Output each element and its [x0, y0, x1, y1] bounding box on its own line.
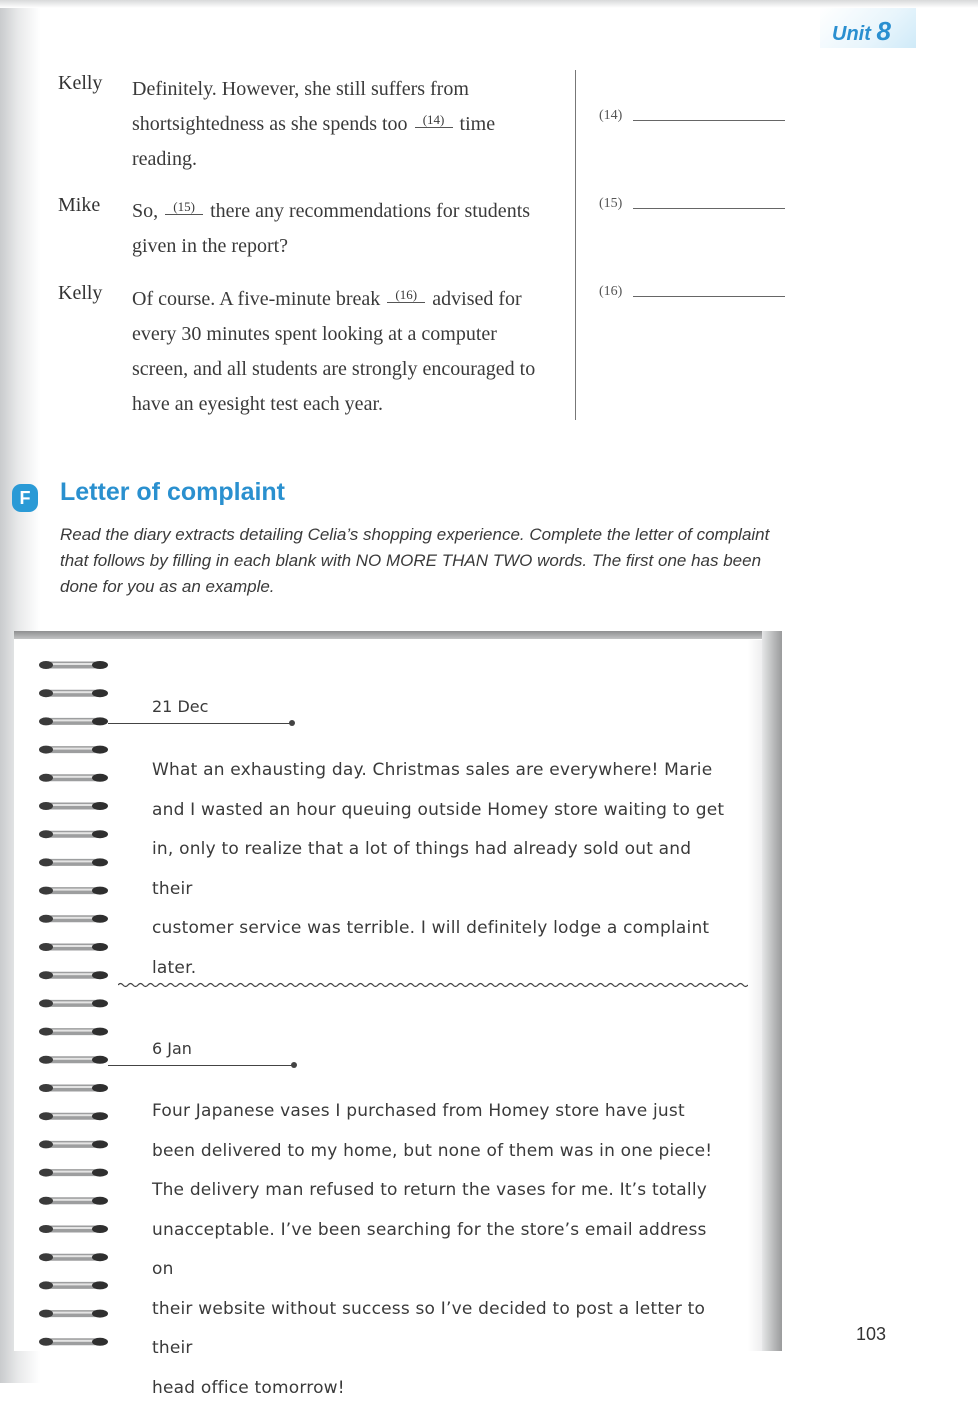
answer-column-divider — [575, 70, 576, 420]
answer-field[interactable] — [599, 196, 789, 216]
speech-after: there any recommendations for students given in the report? — [132, 200, 530, 257]
spiral-ring — [39, 689, 108, 697]
page-top-edge — [0, 0, 978, 8]
diary-entry — [152, 751, 732, 988]
answer-field[interactable] — [599, 284, 789, 304]
spiral-ring — [39, 717, 108, 725]
dialogue-row — [58, 194, 548, 264]
answer-line[interactable] — [633, 120, 785, 121]
answer-number: (15) — [599, 196, 622, 212]
speaker-name: Kelly — [58, 72, 102, 95]
spiral-ring — [39, 746, 108, 754]
speech-before: Of course. A five-minute break — [132, 288, 380, 310]
diary-line: head office tomorrow! — [152, 1369, 732, 1408]
spiral-ring — [39, 1169, 108, 1177]
answer-line[interactable] — [633, 296, 785, 297]
date-underline — [108, 1065, 294, 1066]
spiral-ring — [39, 1281, 108, 1289]
diary-line: Four Japanese vases I purchased from Homey store have just — [152, 1092, 732, 1132]
unit-number: 8 — [876, 16, 890, 46]
spiral-ring — [39, 915, 108, 923]
diary-entry — [152, 1092, 732, 1408]
dialogue-row — [58, 72, 548, 177]
spiral-ring — [39, 1084, 108, 1092]
speech-before: Definitely. However, she still suffers from shortsightedness as she spends too — [132, 78, 469, 135]
spiral-ring — [39, 999, 108, 1007]
dialogue-row — [58, 282, 548, 422]
spiral-ring — [39, 971, 108, 979]
unit-label — [832, 16, 891, 47]
date-underline — [108, 723, 292, 724]
spiral-ring — [39, 887, 108, 895]
notebook-top-edge — [14, 631, 780, 639]
unit-label-text: Unit — [832, 23, 871, 45]
spiral-ring — [39, 1056, 108, 1064]
speech-after: advised for every 30 minutes spent looking at a computer screen, and all students are strongly encouraged to have an eyesight test each year. — [132, 288, 535, 415]
date-underline-dot — [291, 1062, 297, 1068]
spiral-ring — [39, 858, 108, 866]
answer-number: (16) — [599, 284, 622, 300]
section-title: Letter of complaint — [60, 478, 285, 507]
notebook-right-edge — [762, 631, 782, 1351]
notebook-page-curl — [748, 640, 762, 1351]
diary-date: 21 Dec — [152, 697, 208, 716]
speaker-name: Kelly — [58, 282, 102, 305]
section-badge: F — [12, 484, 38, 512]
speaker-name: Mike — [58, 194, 100, 217]
spiral-ring — [39, 1197, 108, 1205]
spiral-ring — [39, 1225, 108, 1233]
answer-number: (14) — [599, 108, 622, 124]
diary-line: unacceptable. I’ve been searching for the store’s email address on — [152, 1211, 732, 1290]
diary-line: been delivered to my home, but none of them was in one piece! — [152, 1132, 732, 1172]
gap-marker: (15) — [165, 200, 203, 215]
spiral-ring — [39, 1253, 108, 1261]
speech-text — [132, 282, 542, 422]
speech-after: time reading. — [132, 113, 495, 170]
answer-line[interactable] — [633, 208, 785, 209]
spiral-ring — [39, 1310, 108, 1318]
diary-line: customer service was terrible. I will definitely lodge a complaint — [152, 909, 732, 949]
spiral-ring — [39, 661, 108, 669]
spiral-ring — [39, 830, 108, 838]
diary-line: their website without success so I’ve decided to post a letter to their — [152, 1290, 732, 1369]
spiral-ring — [39, 774, 108, 782]
spiral-ring — [39, 1338, 108, 1346]
page-number: 103 — [856, 1324, 886, 1345]
spiral-ring — [39, 1140, 108, 1148]
spiral-ring — [39, 1028, 108, 1036]
gap-marker: (16) — [387, 288, 425, 303]
spiral-binding — [36, 655, 116, 1355]
section-instructions: Read the diary extracts detailing Celia’s shopping experience. Complete the letter of complaint that follows by filling in each blank with NO MORE THAN TWO words. The first one has been done for you as an example. — [60, 522, 800, 600]
gap-marker: (14) — [415, 113, 453, 128]
wavy-separator — [118, 978, 748, 992]
answer-field[interactable] — [599, 108, 789, 128]
diary-line: The delivery man refused to return the vases for me. It’s totally — [152, 1171, 732, 1211]
diary-line: and I wasted an hour queuing outside Homey store waiting to get — [152, 791, 732, 831]
spiral-ring — [39, 802, 108, 810]
wavy-line — [118, 984, 748, 987]
diary-line: What an exhausting day. Christmas sales are everywhere! Marie — [152, 751, 732, 791]
diary-date: 6 Jan — [152, 1039, 192, 1058]
speech-text — [132, 194, 542, 264]
spiral-ring — [39, 943, 108, 951]
diary-line: later. — [152, 949, 732, 989]
diary-line: in, only to realize that a lot of things had already sold out and their — [152, 830, 732, 909]
spiral-ring — [39, 1112, 108, 1120]
speech-before: So, — [132, 200, 158, 222]
date-underline-dot — [289, 720, 295, 726]
speech-text — [132, 72, 542, 177]
